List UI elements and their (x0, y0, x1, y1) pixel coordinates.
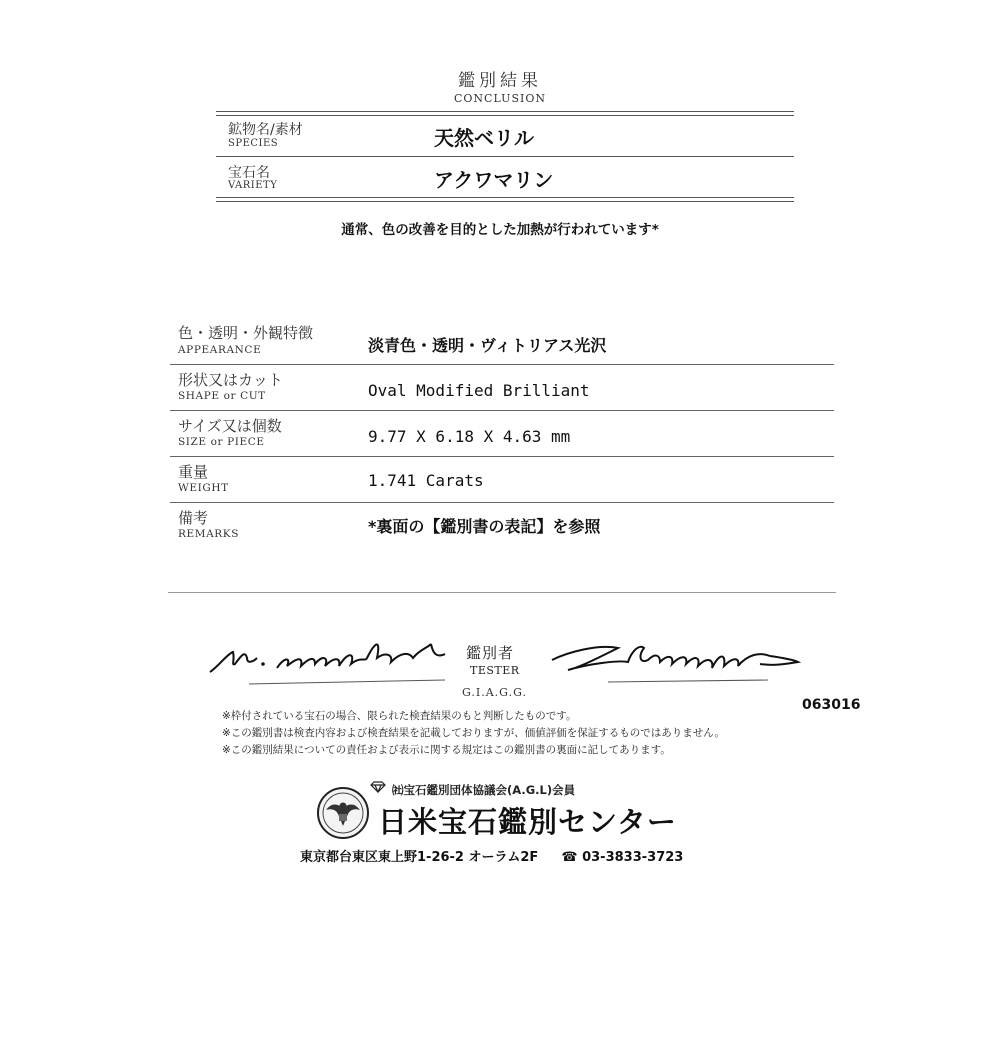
tester-label-en: TESTER (470, 664, 520, 677)
size-label-en: SIZE or PIECE (178, 436, 265, 448)
shape-label-jp: 形状又はカット (178, 371, 283, 389)
weight-label-jp: 重量 (178, 463, 209, 481)
company-address: 東京都台東区東上野1-26-2 オーラム2F (300, 850, 539, 865)
shape-value: Oval Modified Brilliant (368, 381, 590, 400)
section-divider (168, 592, 836, 593)
note-2: ※この鑑別書は検査内容および検査結果を記載しておりますが、価値評価を保証するものではありません。 (222, 727, 725, 739)
appearance-label-jp: 色・透明・外観特徴 (178, 324, 314, 342)
variety-label-jp: 宝石名 (228, 165, 270, 181)
remarks-value: *裏面の【鑑別書の表記】を参照 (368, 517, 601, 536)
row-divider (170, 364, 834, 365)
note-3: ※この鑑別結果についての責任および表示に関する規定はこの鑑別書の裏面に記してあります。 (222, 744, 671, 756)
species-value: 天然ベリル (434, 126, 534, 150)
note-1: ※枠付されている宝石の場合、限られた検査結果のもと判断したものです。 (222, 710, 577, 722)
company-phone: 03-3833-3723 (582, 850, 684, 865)
conclusion-title: 鑑別結果 (458, 71, 542, 91)
appearance-label-en: APPEARANCE (178, 344, 262, 356)
shape-label-en: SHAPE or CUT (178, 390, 266, 402)
company-name: 日米宝石鑑別センター (378, 805, 677, 839)
tester-label-jp: 鑑別者 (466, 644, 515, 662)
variety-label-en: VARIETY (228, 180, 278, 191)
treatment-notice: 通常、色の改善を目的とした加熱が行われています* (341, 222, 659, 238)
row-divider (170, 502, 834, 503)
diamond-icon (370, 781, 386, 796)
remarks-label-en: REMARKS (178, 528, 240, 540)
association-membership: ㈳宝石鑑別団体協議会(A.G.L)会員 (392, 783, 576, 797)
certificate-number: 063016 (802, 697, 861, 713)
right-signature (548, 630, 808, 686)
conclusion-top-rule (216, 111, 794, 116)
variety-value: アクワマリン (434, 168, 554, 192)
size-label-jp: サイズ又は個数 (178, 417, 282, 435)
company-address-line (300, 846, 683, 865)
species-label-jp: 鉱物名/素材 (228, 122, 303, 138)
eagle-seal-icon (316, 786, 370, 840)
conclusion-subtitle: CONCLUSION (454, 92, 546, 105)
weight-value: 1.741 Carats (368, 471, 484, 490)
row-divider (170, 410, 834, 411)
left-signature (205, 628, 465, 688)
species-label-en: SPECIES (228, 138, 279, 149)
remarks-label-jp: 備考 (178, 509, 209, 527)
tester-credential: G.I.A.G.G. (462, 686, 527, 699)
telephone-icon: ☎ (561, 850, 578, 865)
weight-label-en: WEIGHT (178, 482, 229, 494)
appearance-value: 淡青色・透明・ヴィトリアス光沢 (368, 336, 607, 355)
conclusion-bottom-rule (216, 197, 794, 202)
size-value: 9.77 X 6.18 X 4.63 mm (368, 427, 571, 446)
row-divider (170, 456, 834, 457)
conclusion-mid-rule (216, 156, 794, 157)
